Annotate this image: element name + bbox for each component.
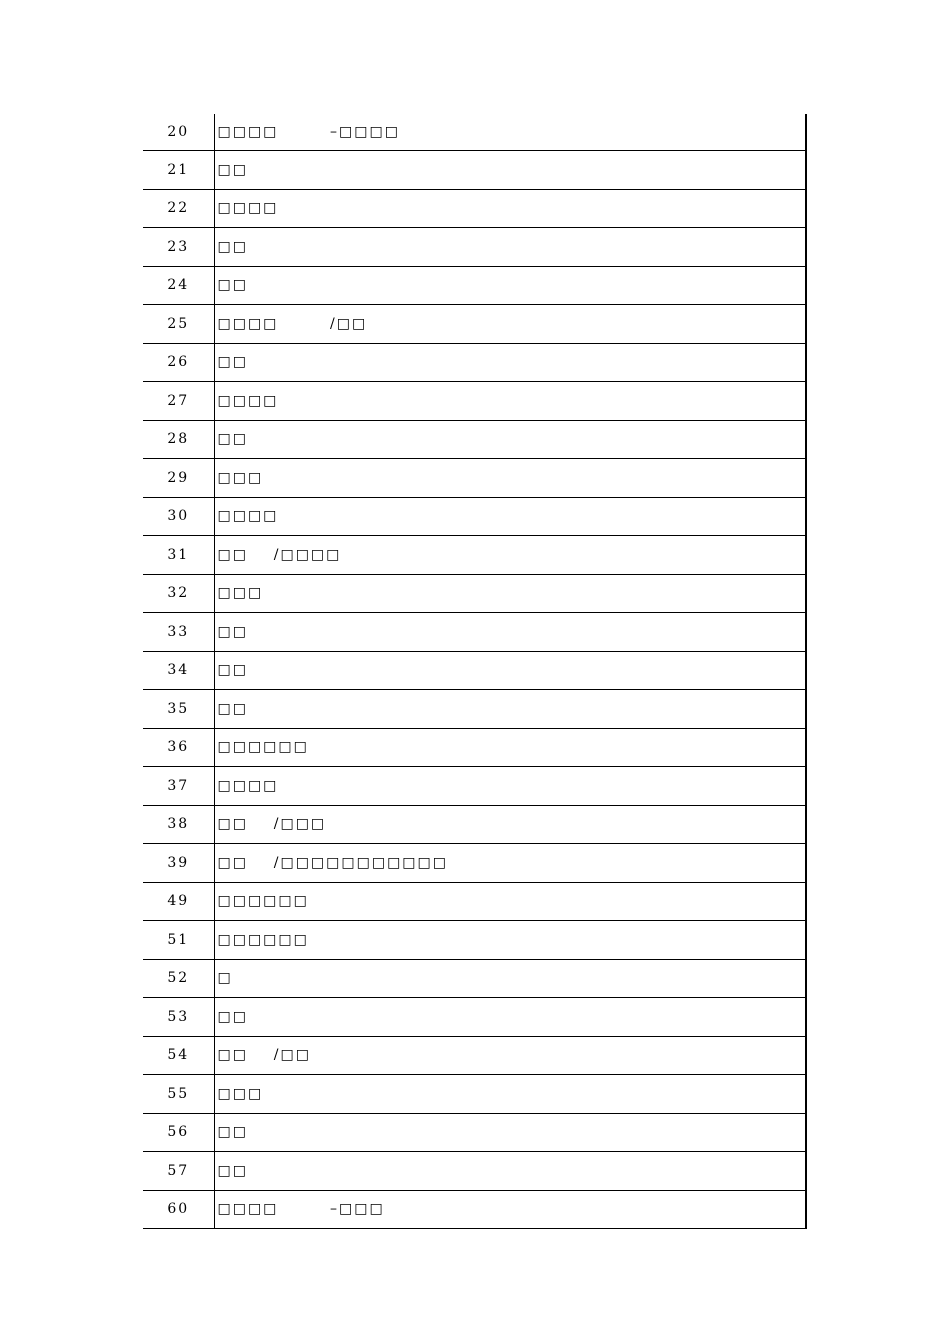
table-row [143,497,806,536]
row-name-cell: □□□ [214,459,806,498]
table-row [143,959,806,998]
table-row [143,574,806,613]
table-row [143,805,806,844]
row-number-cell: 56 [143,1113,214,1152]
row-number-cell: 37 [143,767,214,806]
row-name-cell: □□□□□□ [214,882,806,921]
row-number-cell: 49 [143,882,214,921]
row-name-cell: □□ [214,420,806,459]
row-name-cell: □□□□ –□□□ [214,1190,806,1229]
row-number-cell: 23 [143,228,214,267]
row-number-cell: 38 [143,805,214,844]
table-row [143,1190,806,1229]
row-name-cell: □□□□ /□□ [214,305,806,344]
table-row [143,266,806,305]
table-row [143,151,806,190]
row-name-cell: □□ [214,151,806,190]
table-row [143,998,806,1037]
table-row [143,420,806,459]
row-number-cell: 30 [143,497,214,536]
row-name-cell: □□ [214,690,806,729]
row-name-cell: □□□□□□ [214,728,806,767]
row-name-cell: □□ /□□□□ [214,536,806,575]
row-number-cell: 20 [143,114,214,151]
table-row [143,343,806,382]
table-row [143,690,806,729]
row-name-cell: □□□ [214,1075,806,1114]
row-number-cell: 35 [143,690,214,729]
row-name-cell: □□ [214,651,806,690]
row-number-cell: 60 [143,1190,214,1229]
table-row [143,305,806,344]
row-name-cell: □□ [214,228,806,267]
table-row [143,228,806,267]
row-name-cell: □□ /□□□□□□□□□□□ [214,844,806,883]
row-number-cell: 32 [143,574,214,613]
row-number-cell: 28 [143,420,214,459]
row-number-cell: 55 [143,1075,214,1114]
table-row [143,728,806,767]
row-name-cell: □□□□ [214,497,806,536]
table-row [143,189,806,228]
row-name-cell: □□□□ –□□□□ [214,114,806,151]
table-row [143,651,806,690]
row-name-cell: □□□□□□ [214,921,806,960]
row-name-cell: □□ [214,1113,806,1152]
row-number-cell: 26 [143,343,214,382]
row-number-cell: 57 [143,1152,214,1191]
table-row [143,536,806,575]
row-number-cell: 22 [143,189,214,228]
row-number-cell: 36 [143,728,214,767]
table-row [143,1036,806,1075]
table-body [143,114,806,1229]
table-row [143,459,806,498]
table-row [143,1152,806,1191]
row-name-cell: □□ [214,998,806,1037]
row-number-cell: 24 [143,266,214,305]
table-row [143,882,806,921]
row-number-cell: 29 [143,459,214,498]
row-name-cell: □□□□ [214,382,806,421]
table-row [143,844,806,883]
code-table-container [143,114,806,1229]
row-number-cell: 25 [143,305,214,344]
code-table [143,114,807,1229]
row-name-cell: □□ [214,266,806,305]
row-name-cell: □□□□ [214,189,806,228]
table-row [143,767,806,806]
row-name-cell: □ [214,959,806,998]
row-name-cell: □□□ [214,574,806,613]
row-number-cell: 34 [143,651,214,690]
table-row [143,114,806,151]
table-row [143,1075,806,1114]
row-number-cell: 51 [143,921,214,960]
row-number-cell: 53 [143,998,214,1037]
table-row [143,921,806,960]
row-number-cell: 54 [143,1036,214,1075]
table-row [143,1113,806,1152]
row-number-cell: 27 [143,382,214,421]
table-row [143,613,806,652]
row-name-cell: □□ [214,343,806,382]
row-number-cell: 31 [143,536,214,575]
row-number-cell: 39 [143,844,214,883]
row-name-cell: □□ [214,1152,806,1191]
row-number-cell: 33 [143,613,214,652]
row-name-cell: □□ /□□ [214,1036,806,1075]
row-name-cell: □□□□ [214,767,806,806]
row-number-cell: 52 [143,959,214,998]
row-name-cell: □□ /□□□ [214,805,806,844]
row-number-cell: 21 [143,151,214,190]
row-name-cell: □□ [214,613,806,652]
table-row [143,382,806,421]
